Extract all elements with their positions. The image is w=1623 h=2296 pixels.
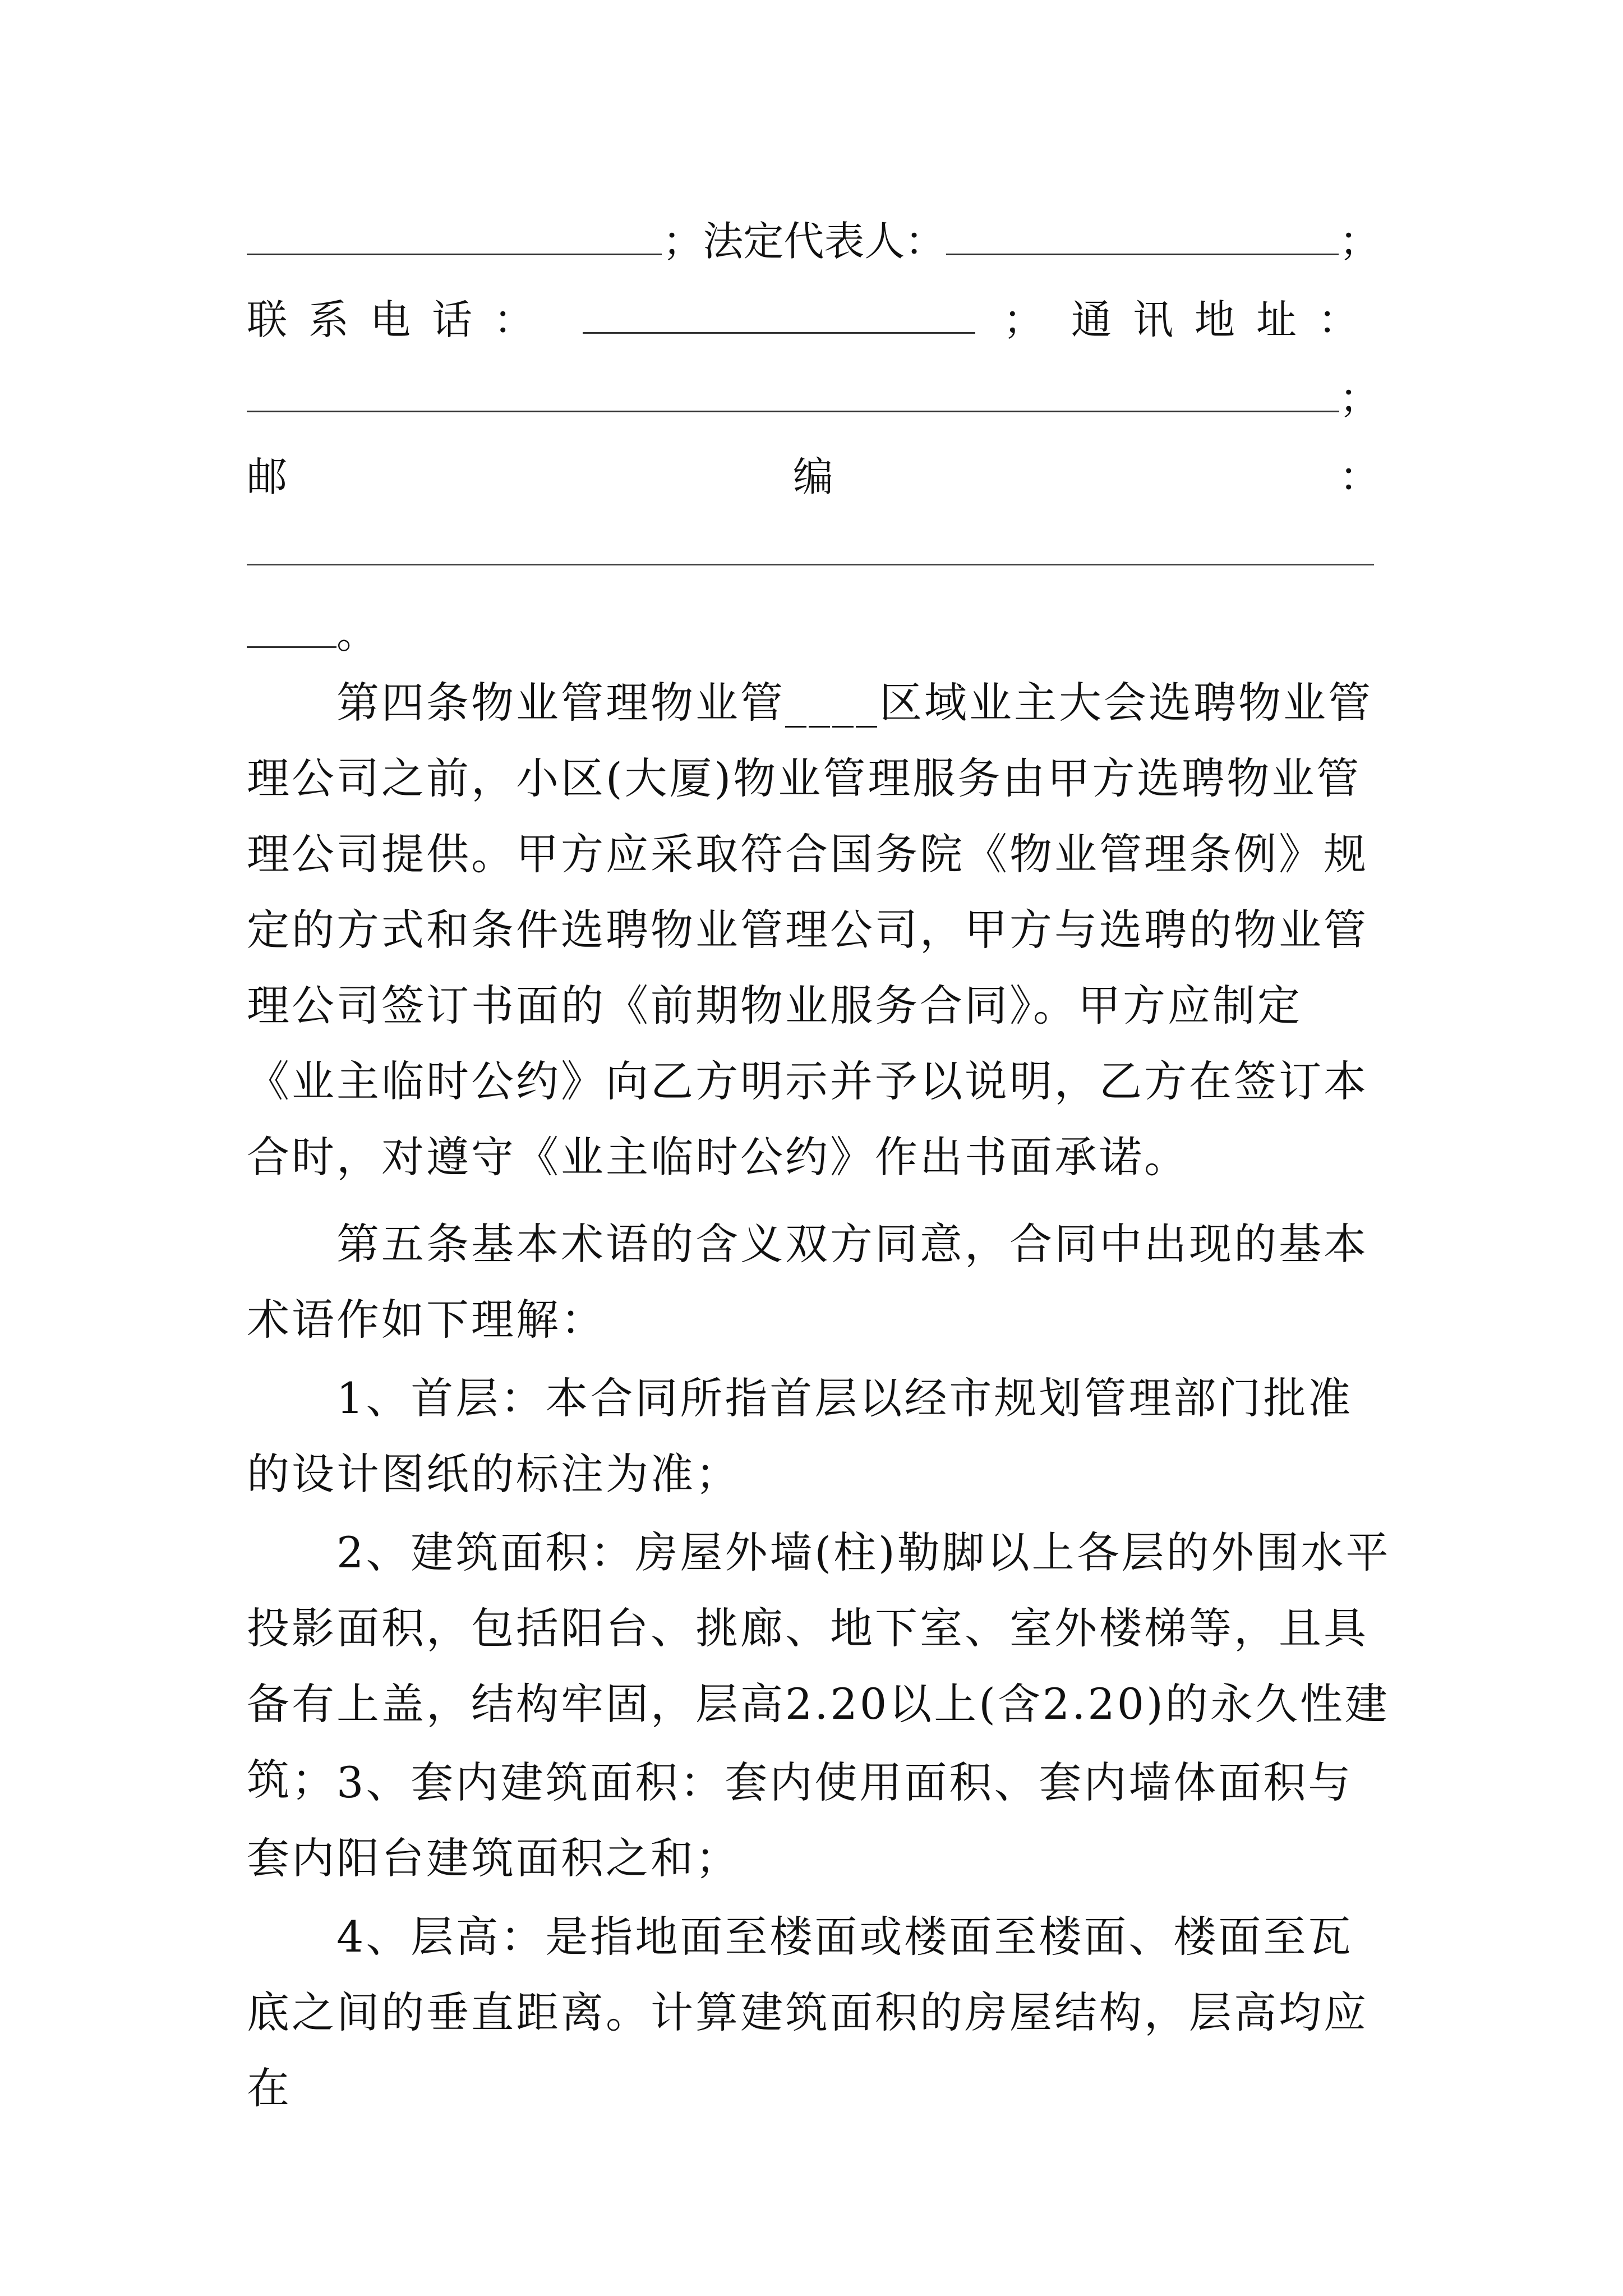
article-4-paragraph: 第四条物业管理物业管____区域业主大会选聘物业管理公司之前，小区(大厦)物业管理服务由甲方选聘物业管理公司提供。甲方应采取符合国务院《物业管理条例》规定的方式和条件选聘物业管理公司，甲方与选聘的物业管理公司签订书面的《前期物业服务合同》。甲方应制定《业主临时公约》向乙方明示并予以说明，乙方在签订本合时，对遵守《业主临时公约》作出书面承诺。: [247, 678, 1373, 1182]
phone-label: 联系电话：: [247, 296, 556, 343]
legal-rep-line: [247, 208, 1380, 275]
address-blank: [247, 371, 1339, 412]
separator-semicolon: ；: [1003, 296, 1044, 343]
line-end-semicolon: ；: [1339, 375, 1380, 422]
term-4-paragraph: 4、层高：是指地面至楼面或楼面至楼面、楼面至瓦底之间的垂直距离。计算建筑面积的房屋结构，层高均应在: [247, 1912, 1368, 2113]
legal-rep-label: ；法定代表人：: [662, 218, 946, 265]
line-end-semicolon: ；: [1339, 218, 1380, 265]
term-3-paragraph: 3、套内建筑面积：套内使用面积、套内墙体面积与套内阳台建筑面积之和；: [247, 1757, 1353, 1883]
postcode-colon: ：: [1339, 453, 1380, 500]
term-1-paragraph: 1、首层：本合同所指首层以经市规划管理部门批准的设计图纸的标注为准；: [247, 1373, 1353, 1499]
address-blank-line: [247, 365, 1380, 432]
article-5-paragraph: 第五条基本术语的含义双方同意，合同中出现的基本术语作如下理解：: [247, 1219, 1368, 1345]
phone-blank: [583, 293, 975, 334]
postcode-end-line: [247, 600, 1380, 668]
short-blank: [247, 607, 336, 648]
postcode-label-part2: 编: [792, 453, 833, 500]
term-2-paragraph: 2、建筑面积：房屋外墙(柱)勒脚以上各层的外围水平投影面积，包括阳台、挑廊、地下室、室外楼梯等，且具备有上盖，结构牢固，层高2.20以上(含2.20)的永久性建筑；: [247, 1527, 1391, 1805]
postcode-line: [247, 443, 1380, 510]
legal-rep-blank: [946, 214, 1339, 255]
postcode-label-part1: 邮: [247, 453, 288, 500]
period: 。: [336, 610, 377, 657]
postcode-blank: [247, 564, 1374, 565]
address-label: 通讯地址：: [1071, 296, 1380, 343]
blank-field: [247, 214, 662, 255]
phone-address-line: [247, 286, 1380, 353]
